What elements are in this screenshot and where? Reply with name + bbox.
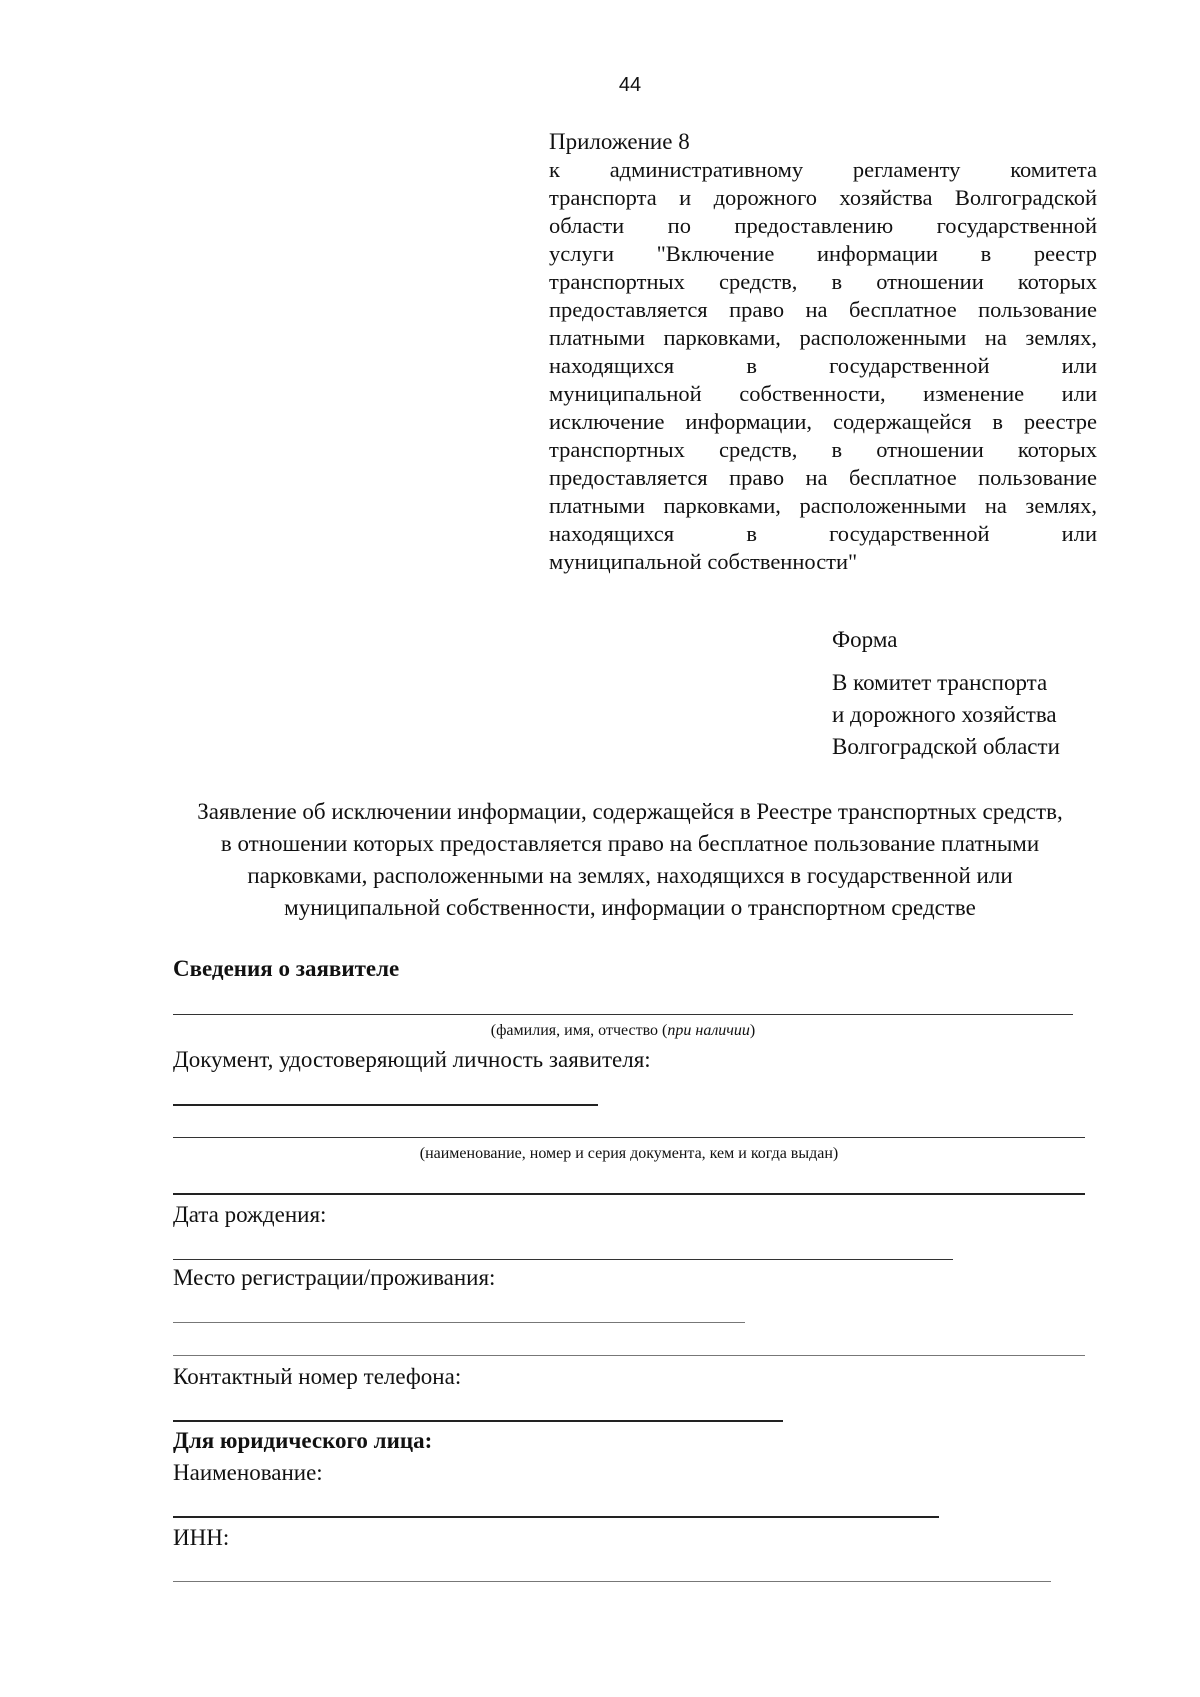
form-label: Форма bbox=[832, 627, 898, 652]
caption-text-end: ) bbox=[749, 1022, 756, 1039]
applicant-section-title: Сведения о заявителе bbox=[173, 956, 400, 981]
appendix-block bbox=[549, 128, 1097, 576]
appendix-line: муниципальной собственности, изменение или bbox=[549, 381, 1097, 406]
appendix-line: муниципальной собственности" bbox=[549, 549, 858, 574]
appendix-line: услуги "Включение информации в реестр bbox=[549, 241, 1097, 266]
addressee-block bbox=[832, 667, 1060, 763]
addressee-line: В комитет транспорта bbox=[832, 670, 1048, 695]
birth-date-label: Дата рождения: bbox=[173, 1202, 327, 1227]
caption-text: (фамилия, имя, отчество ( bbox=[490, 1022, 668, 1039]
legal-entity-name-field-line[interactable] bbox=[173, 1516, 939, 1518]
phone-label: Контактный номер телефона: bbox=[173, 1364, 462, 1389]
appendix-line: находящихся в государственной или bbox=[549, 353, 1097, 378]
appendix-line: предоставляется право на бесплатное пользование bbox=[549, 465, 1097, 490]
birth-date-field-line[interactable] bbox=[173, 1259, 953, 1260]
appendix-line: к административному регламенту комитета bbox=[549, 157, 1097, 182]
legal-entity-section-title: Для юридического лица: bbox=[173, 1428, 433, 1453]
page-number: 44 bbox=[618, 74, 642, 96]
appendix-title: Приложение 8 bbox=[549, 129, 690, 154]
full-name-field-line[interactable] bbox=[173, 1014, 1073, 1015]
statement-title bbox=[150, 796, 1110, 924]
registration-label: Место регистрации/проживания: bbox=[173, 1265, 496, 1290]
appendix-line: исключение информации, содержащейся в реестре bbox=[549, 409, 1097, 434]
statement-line: муниципальной собственности, информации о транспортном средстве bbox=[284, 895, 976, 920]
identity-document-extra-line[interactable] bbox=[173, 1193, 1085, 1195]
addressee-line: Волгоградской области bbox=[832, 734, 1060, 759]
inn-field-line[interactable] bbox=[173, 1581, 1051, 1582]
phone-field-line[interactable] bbox=[173, 1420, 783, 1422]
caption-italic-text: при наличии bbox=[667, 1022, 750, 1039]
appendix-line: транспортных средств, в отношении которых bbox=[549, 269, 1097, 294]
identity-document-details-line[interactable] bbox=[173, 1137, 1085, 1138]
registration-field-line[interactable] bbox=[173, 1322, 745, 1323]
registration-field-line-2[interactable] bbox=[173, 1355, 1085, 1356]
appendix-line: области по предоставлению государственной bbox=[549, 213, 1097, 238]
appendix-line: транспорта и дорожного хозяйства Волгоградской bbox=[549, 185, 1097, 210]
full-name-caption bbox=[173, 1022, 1073, 1040]
appendix-text bbox=[549, 156, 1097, 576]
appendix-line: находящихся в государственной или bbox=[549, 521, 1097, 546]
statement-line: парковками, расположенными на землях, находящихся в государственной или bbox=[247, 863, 1013, 888]
addressee-line: и дорожного хозяйства bbox=[832, 702, 1057, 727]
identity-document-field-line[interactable] bbox=[173, 1104, 598, 1106]
identity-document-label: Документ, удостоверяющий личность заявителя: bbox=[173, 1047, 651, 1072]
statement-line: в отношении которых предоставляется право на бесплатное пользование платными bbox=[220, 831, 1040, 856]
legal-entity-name-label: Наименование: bbox=[173, 1460, 323, 1485]
appendix-line: платными парковками, расположенными на землях, bbox=[549, 493, 1097, 518]
appendix-line: предоставляется право на бесплатное пользование bbox=[549, 297, 1097, 322]
inn-label: ИНН: bbox=[173, 1525, 230, 1550]
appendix-line: платными парковками, расположенными на землях, bbox=[549, 325, 1097, 350]
statement-line: Заявление об исключении информации, содержащейся в Реестре транспортных средств, bbox=[197, 799, 1063, 824]
appendix-line: транспортных средств, в отношении которых bbox=[549, 437, 1097, 462]
document-caption: (наименование, номер и серия документа, кем и когда выдан) bbox=[419, 1145, 839, 1162]
